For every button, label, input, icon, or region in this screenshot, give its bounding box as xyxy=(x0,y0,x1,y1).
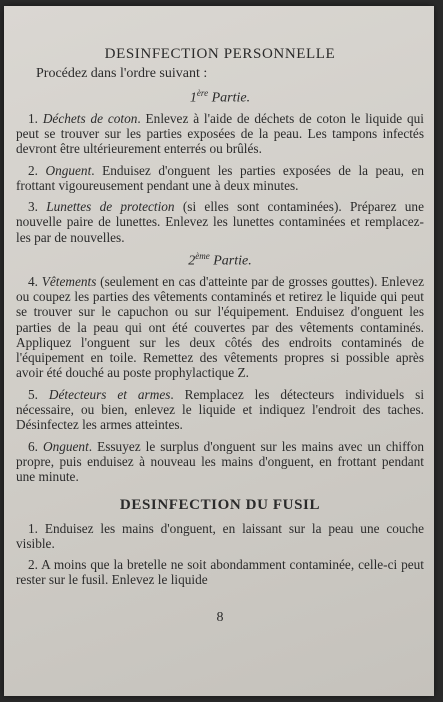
list-item: 2. A moins que la bretelle ne soit abondamment contaminée, celle-ci peut rester sur le fusil. Enlevez le liquide xyxy=(16,557,424,588)
list-item: 3. Lunettes de protection (si elles sont contaminées). Préparez une nouvelle paire de lunettes. Enlevez les lunettes contaminées et remplacez-les par de nouvelles. xyxy=(16,199,424,245)
part-2-heading: 2ème Partie. xyxy=(188,251,252,269)
page-number: 8 xyxy=(216,609,224,625)
list-item: 6. Onguent. Essuyez le surplus d'onguent sur les mains avec un chiffon propre, puis enduisez à nouveau les mains d'onguent, en frottant pendant une minute. xyxy=(16,438,424,485)
part-1-heading: 1ère Partie. xyxy=(189,88,251,106)
list-item: 1. Enduisez les mains d'onguent, en laissant sur la peau une couche visible. xyxy=(16,520,424,551)
page-content xyxy=(16,46,424,626)
list-item: 4. Vêtements (seulement en cas d'atteinte par de grosses gouttes). Enlevez ou coupez les parties des vêtements contaminés et retirez le liquide qui peut se trouver sur le capuchon ou sur l'équipement. Enduisez d'onguent les parties de la peau qui ont été couvertes par des vêtements contaminés. Appliquez l'onguent sur les deux côtés des endroits contaminés de l'équipement en toile. Remettez des vêtements propres si possible après avoir été douché au poste prophylactique Z. xyxy=(16,273,425,381)
list-item: 1. Déchets de coton. Enlevez à l'aide de déchets de coton le liquide qui peut se trouver sur les parties exposées de la peau. Les tampons infectés devront être ultérieurement enterrés ou brûlés. xyxy=(16,110,424,157)
intro-text: Procédez dans l'ordre suivant : xyxy=(36,66,208,81)
list-item: 2. Onguent. Enduisez d'onguent les parties exposées de la peau, en frottant vigoureusement pendant une à deux minutes. xyxy=(16,162,424,193)
list-item: 5. Détecteurs et armes. Remplacez les détecteurs individuels si nécessaire, ou bien, enlevez le liquide et indiquez l'endroit des taches. Désinfectez les armes atteintes. xyxy=(16,386,425,433)
page-title: DESINFECTION PERSONNELLE xyxy=(104,46,336,62)
book-page xyxy=(4,6,434,696)
section-heading-fusil: DESINFECTION DU FUSIL xyxy=(119,496,321,513)
